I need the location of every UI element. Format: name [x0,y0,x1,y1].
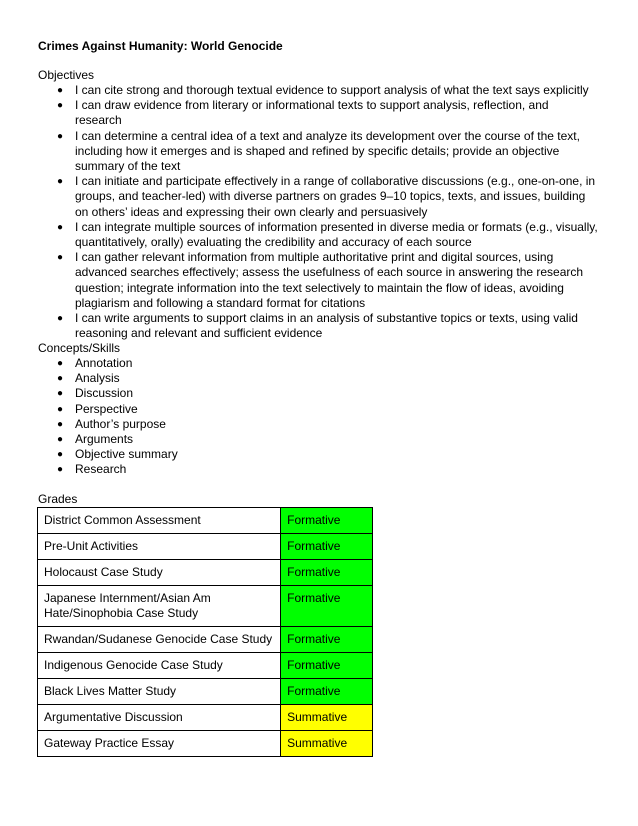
objective-item: ● I can integrate multiple sources of information presented in diverse media or formats (e.g., visually, quantitatively, orally) evaluating the credibility and accuracy of each source [38,220,598,250]
assessment-name: Black Lives Matter Study [38,679,281,705]
assessment-name: Japanese Internment/Asian Am Hate/Sinophobia Case Study [38,586,281,627]
assessment-name: Holocaust Case Study [38,560,281,586]
grade-type-cell: Formative [281,627,373,653]
concept-item: ● Perspective [38,402,598,417]
table-row [38,627,373,653]
objective-item: ● I can gather relevant information from multiple authoritative print and digital sources, using advanced searches effectively; assess the usefulness of each source in answering the research question; integrate information into the text selectively to maintain the flow of ideas, avoiding plagiarism and following a standard format for citations [38,250,598,311]
grade-type-cell: Formative [281,586,373,627]
assessment-name: Indigenous Genocide Case Study [38,653,281,679]
concept-item: ● Arguments [38,432,598,447]
objective-item: ● I can draw evidence from literary or informational texts to support analysis, reflection, and research [38,98,598,128]
assessment-name: District Common Assessment [38,508,281,534]
grade-type-cell: Summative [281,731,373,757]
concepts-heading: Concepts/Skills [38,341,121,355]
objective-item: ● I can initiate and participate effectively in a range of collaborative discussions (e.g., one-on-one, in groups, and teacher-led) with diverse partners on grades 9–10 topics, texts, and issues, building on others’ ideas and expressing their own clearly and persuasively [38,174,598,220]
table-row [38,508,373,534]
table-row [38,586,373,627]
table-row [38,560,373,586]
objectives-list [38,83,598,341]
concept-item: ● Research [38,462,598,477]
table-row [38,705,373,731]
grade-type-cell: Formative [281,560,373,586]
document-title: Crimes Against Humanity: World Genocide [38,39,283,53]
assessment-name: Pre-Unit Activities [38,534,281,560]
grades-table [37,507,373,757]
concept-item: ● Author’s purpose [38,417,598,432]
assessment-name: Argumentative Discussion [38,705,281,731]
grades-heading: Grades [38,492,78,506]
grade-type-cell: Formative [281,508,373,534]
grade-type-cell: Formative [281,679,373,705]
concept-item: ● Annotation [38,356,598,371]
objective-item: ● I can determine a central idea of a text and analyze its development over the course of the text, including how it emerges and is shaped and refined by specific details; provide an objective summary of the text [38,129,598,175]
table-row [38,731,373,757]
assessment-name: Gateway Practice Essay [38,731,281,757]
concept-item: ● Analysis [38,371,598,386]
table-row [38,534,373,560]
concept-item: ● Objective summary [38,447,598,462]
objectives-heading: Objectives [38,68,95,82]
grade-type-cell: Summative [281,705,373,731]
grade-type-cell: Formative [281,534,373,560]
table-row [38,653,373,679]
assessment-name: Rwandan/Sudanese Genocide Case Study [38,627,281,653]
objective-item: ● I can write arguments to support claims in an analysis of substantive topics or texts, using valid reasoning and relevant and sufficient evidence [38,311,598,341]
table-row [38,679,373,705]
grade-type-cell: Formative [281,653,373,679]
concept-item: ● Discussion [38,386,598,401]
objective-item: ● I can cite strong and thorough textual evidence to support analysis of what the text says explicitly [38,83,598,98]
concepts-list [38,356,598,478]
